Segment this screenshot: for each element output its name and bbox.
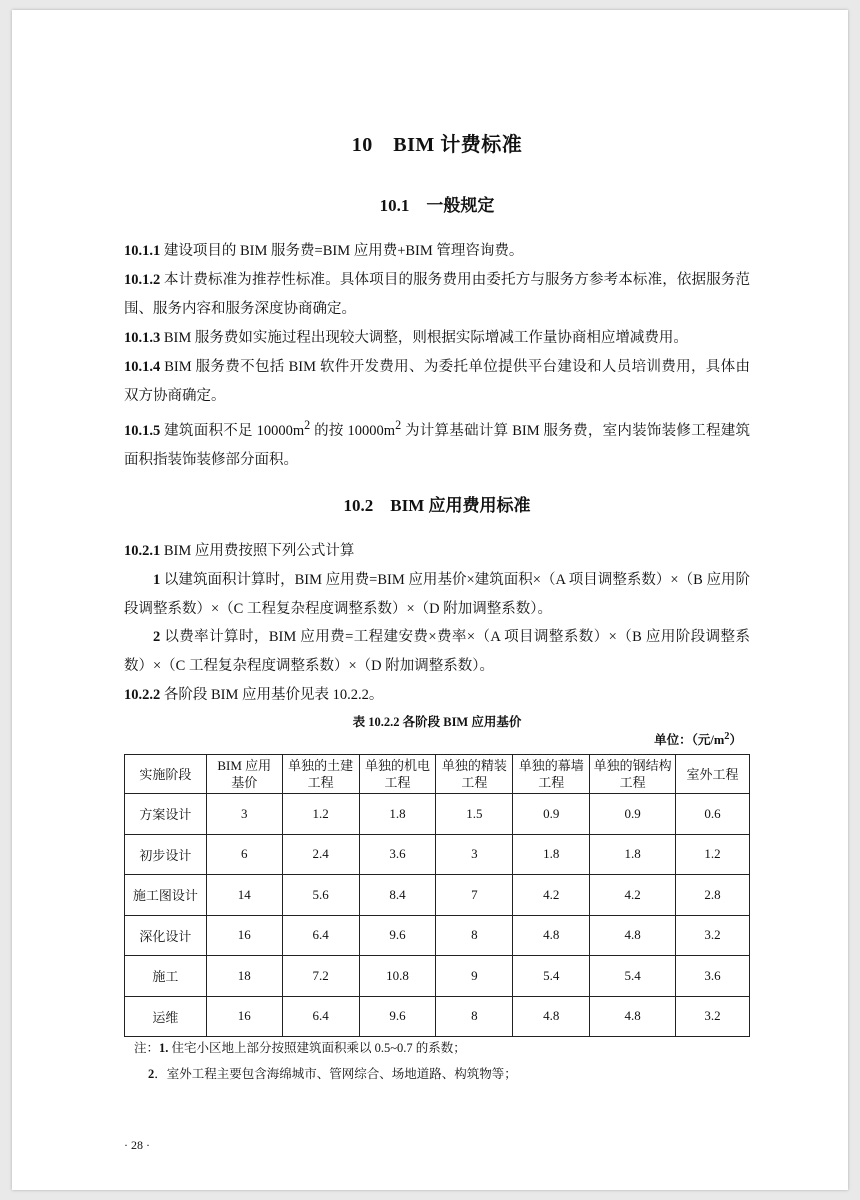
table-cell: 6	[206, 834, 282, 875]
table-cell: 1.2	[676, 834, 750, 875]
superscript-2: 2	[304, 418, 311, 432]
table-cell: 3.6	[359, 834, 436, 875]
table-cell: 4.8	[513, 915, 590, 956]
table-cell: 2.4	[282, 834, 359, 875]
table-cell: 初步设计	[125, 834, 207, 875]
table-cell: 1.5	[436, 794, 513, 835]
table-cell: 施工	[125, 956, 207, 997]
table-row	[125, 956, 750, 997]
clause-number: 10.2.1	[124, 543, 161, 559]
table-cell: 9	[436, 956, 513, 997]
header-cell: BIM 应用 基价	[206, 755, 282, 794]
note-text: ．室外工程主要包含海绵城市、管网综合、场地道路、构筑物等；	[154, 1067, 517, 1081]
unit-text-b: ）	[729, 733, 742, 747]
header-cell: 单独的钢结构 工程	[590, 755, 676, 794]
note-text: 住宅小区地上部分按照建筑面积乘以 0.5~0.7 的系数；	[168, 1041, 466, 1055]
price-table	[124, 754, 750, 1037]
table-cell: 6.4	[282, 915, 359, 956]
table-cell: 16	[206, 996, 282, 1037]
formula-2	[124, 623, 750, 681]
table-header-row	[125, 755, 750, 794]
table-cell: 16	[206, 915, 282, 956]
table-cell: 3.6	[676, 956, 750, 997]
table-cell: 1.8	[590, 834, 676, 875]
table-cell: 运维	[125, 996, 207, 1037]
table-cell: 8	[436, 915, 513, 956]
table-cell: 1.8	[359, 794, 436, 835]
table-cell: 3	[436, 834, 513, 875]
table-note-2	[148, 1064, 517, 1082]
clause-number: 10.1.5	[124, 422, 161, 439]
header-cell: 单独的幕墙 工程	[513, 755, 590, 794]
table-cell: 9.6	[359, 915, 436, 956]
clause-10-2-2	[124, 681, 750, 710]
table-cell: 施工图设计	[125, 875, 207, 916]
header-cell: 室外工程	[676, 755, 750, 794]
table-cell: 0.9	[590, 794, 676, 835]
header-cell: 单独的精装 工程	[436, 755, 513, 794]
table-cell: 1.8	[513, 834, 590, 875]
header-cell: 单独的土建 工程	[282, 755, 359, 794]
table-cell: 0.9	[513, 794, 590, 835]
table-cell: 10.8	[359, 956, 436, 997]
table-row	[125, 996, 750, 1037]
section-title-10-1: 10.1 一般规定	[379, 196, 495, 215]
clause-text-b: 的按 10000m	[310, 422, 396, 439]
table-cell: 3.2	[676, 996, 750, 1037]
table-cell: 7	[436, 875, 513, 916]
header-cell: 单独的机电 工程	[359, 755, 436, 794]
table-row	[125, 794, 750, 835]
table-cell: 0.6	[676, 794, 750, 835]
clause-text: 本计费标准为推荐性标准。具体项目的服务费用由委托方与服务方参考本标准，依据服务范围、服务内容和服务深度协商确定。	[124, 272, 750, 317]
clause-10-1-3	[124, 324, 750, 353]
clause-10-1-1	[124, 237, 750, 266]
superscript-2: 2	[724, 730, 730, 742]
note-number: 2	[148, 1067, 155, 1081]
clause-number: 10.1.4	[124, 359, 161, 375]
table-row	[125, 834, 750, 875]
table-unit	[654, 730, 742, 748]
table-cell: 5.4	[513, 956, 590, 997]
clause-text: 建设项目的 BIM 服务费=BIM 应用费+BIM 管理咨询费。	[163, 243, 524, 259]
table-cell: 4.2	[513, 875, 590, 916]
clause-10-1-4	[124, 353, 750, 411]
formula-number: 1	[153, 572, 161, 588]
table-cell: 4.8	[590, 996, 676, 1037]
formula-1	[124, 566, 750, 624]
clause-text-c: 为计算基础计算 BIM 服务费，室内装饰装修工程建筑面积指装饰装修部分面积。	[124, 422, 750, 468]
table-cell: 6.4	[282, 996, 359, 1037]
clause-10-2-1	[124, 537, 750, 566]
page-number: · 28 ·	[124, 1138, 150, 1152]
chapter-title: 10 BIM 计费标准	[351, 134, 523, 156]
unit-text-a: 单位：（元/m	[654, 733, 725, 747]
table-row	[125, 915, 750, 956]
table-cell: 4.2	[590, 875, 676, 916]
clause-10-1-5	[124, 411, 750, 475]
table-note-1	[134, 1038, 466, 1056]
clause-text: BIM 服务费不包括 BIM 软件开发费用、为委托单位提供平台建设和人员培训费用，具体由双方协商确定。	[124, 359, 750, 404]
clause-10-1-2	[124, 266, 750, 324]
table-cell: 8	[436, 996, 513, 1037]
formula-text: 以费率计算时，BIM 应用费=工程建安费×费率×（A 项目调整系数）×（B 应用阶段调整系数）×（C 工程复杂程度调整系数）×（D 附加调整系数）。	[124, 629, 750, 674]
table-cell: 14	[206, 875, 282, 916]
clause-number: 10.1.2	[124, 272, 161, 288]
table-cell: 4.8	[590, 915, 676, 956]
clause-text-a: 建筑面积不足 10000m	[164, 422, 305, 439]
table-cell: 5.4	[590, 956, 676, 997]
table-cell: 8.4	[359, 875, 436, 916]
table-cell: 7.2	[282, 956, 359, 997]
clause-number: 10.2.2	[124, 687, 161, 703]
table-cell: 3.2	[676, 915, 750, 956]
table-cell: 18	[206, 956, 282, 997]
table-cell: 4.8	[513, 996, 590, 1037]
table-cell: 2.8	[676, 875, 750, 916]
table-cell: 深化设计	[125, 915, 207, 956]
superscript-2: 2	[395, 418, 402, 432]
clause-text: BIM 服务费如实施过程出现较大调整，则根据实际增减工作量协商相应增减费用。	[163, 330, 688, 346]
table-cell: 1.2	[282, 794, 359, 835]
note-prefix: 注：	[134, 1041, 160, 1055]
clause-text: 各阶段 BIM 应用基价见表 10.2.2。	[163, 687, 384, 703]
header-cell: 实施阶段	[125, 755, 207, 794]
table-cell: 5.6	[282, 875, 359, 916]
note-number: 1.	[159, 1041, 169, 1055]
section-title-10-2: 10.2 BIM 应用费用标准	[343, 496, 531, 515]
table-cell: 3	[206, 794, 282, 835]
formula-number: 2	[153, 629, 161, 645]
formula-text: 以建筑面积计算时，BIM 应用费=BIM 应用基价×建筑面积×（A 项目调整系数）×（B 应用阶段调整系数）×（C 工程复杂程度调整系数）×（D 附加调整系数）。	[124, 572, 751, 617]
table-row	[125, 875, 750, 916]
clause-number: 10.1.3	[124, 330, 161, 346]
clause-number: 10.1.1	[124, 243, 161, 259]
table-cell: 方案设计	[125, 794, 207, 835]
table-cell: 9.6	[359, 996, 436, 1037]
table-caption: 表 10.2.2 各阶段 BIM 应用基价	[352, 715, 522, 729]
clause-text: BIM 应用费按照下列公式计算	[163, 543, 355, 559]
document-page	[12, 10, 848, 1190]
